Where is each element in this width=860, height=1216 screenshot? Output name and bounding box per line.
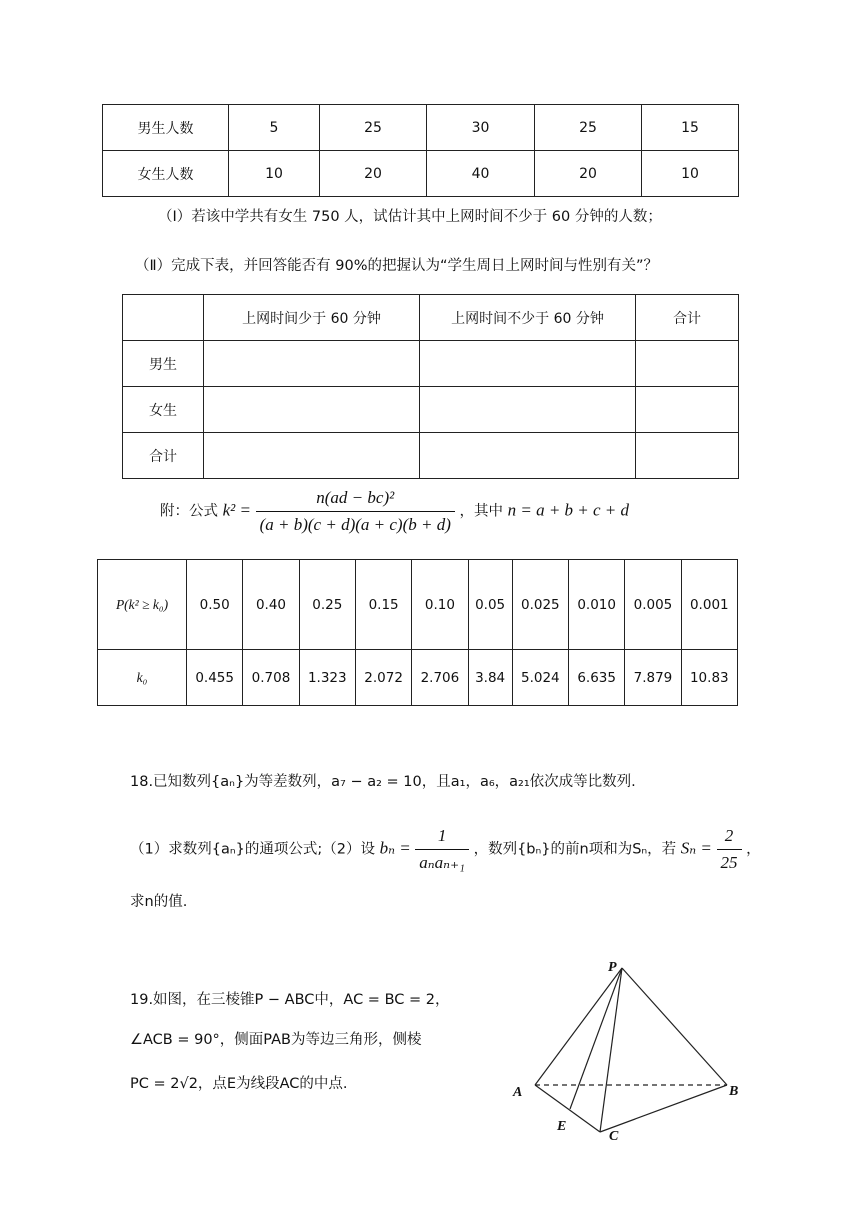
table-row xyxy=(103,151,739,197)
sn-numerator: 2 xyxy=(717,826,742,850)
table-cell: 2.706 xyxy=(412,650,468,706)
problem-19-line-3: PC = 2√2，点E为线段AC的中点. xyxy=(130,1076,348,1092)
table-cell: 20 xyxy=(535,151,642,197)
table-cell xyxy=(636,387,739,433)
bn-numerator: 1 xyxy=(415,826,469,850)
table-cell: 10 xyxy=(229,151,320,197)
bn-lhs: bₙ = xyxy=(379,838,411,858)
table-cell: 0.50 xyxy=(187,560,243,650)
table-cell: 0.001 xyxy=(681,560,737,650)
table-cell: 15 xyxy=(642,105,739,151)
formula-fraction xyxy=(256,488,455,535)
formula-denominator: (a + b)(c + d)(a + c)(b + d) xyxy=(259,515,451,534)
problem-18-questions xyxy=(130,826,761,873)
pyramid-figure xyxy=(505,955,755,1155)
table-cell: 0.455 xyxy=(187,650,243,706)
table-row-label: P(k² ≥ k₀) xyxy=(98,560,187,650)
table-cell: 10.83 xyxy=(681,650,737,706)
table-row xyxy=(123,295,739,341)
vertex-label-b: B xyxy=(729,1084,739,1099)
table-cell: 0.15 xyxy=(355,560,411,650)
vertex-label-c: C xyxy=(609,1129,619,1144)
table-cell: 0.708 xyxy=(243,650,299,706)
formula-numerator: n(ad − bc)² xyxy=(256,488,455,512)
edge-cb xyxy=(600,1085,727,1132)
table-row-label: k₀ xyxy=(98,650,187,706)
table-cell xyxy=(204,433,420,479)
table-cell: 0.25 xyxy=(299,560,355,650)
problem-18-text-a: （1）求数列{aₙ}的通项公式;（2）设 xyxy=(130,841,375,858)
chi-square-formula xyxy=(160,488,629,535)
table-cell: 5 xyxy=(229,105,320,151)
table-row xyxy=(98,650,738,706)
table-cell xyxy=(204,387,420,433)
table-cell: 女生人数 xyxy=(103,151,229,197)
table-row-label: 合计 xyxy=(123,433,204,479)
table-cell: 5.024 xyxy=(512,650,568,706)
formula-lhs: k² = xyxy=(222,500,251,520)
problem-19-line-1: 19.如图，在三棱锥P − ABC中，AC = BC = 2， xyxy=(130,992,450,1008)
edge-pb xyxy=(622,968,727,1085)
problem-18-ask: 求n的值. xyxy=(130,894,188,910)
table-cell xyxy=(636,341,739,387)
formula-prefix: 附：公式 xyxy=(160,503,218,520)
table-row xyxy=(123,433,739,479)
table-cell: 30 xyxy=(427,105,535,151)
table-cell: 25 xyxy=(320,105,427,151)
table-row-label: 男生 xyxy=(123,341,204,387)
table-cell xyxy=(123,295,204,341)
question-part-1: （Ⅰ）若该中学共有女生 750 人，试估计其中上网时间不少于 60 分钟的人数； xyxy=(158,209,662,225)
table-row xyxy=(103,105,739,151)
table-row-label: 女生 xyxy=(123,387,204,433)
contingency-table xyxy=(122,294,739,479)
table-header-cell: 合计 xyxy=(636,295,739,341)
table-cell xyxy=(636,433,739,479)
table-cell: 20 xyxy=(320,151,427,197)
table-cell: 7.879 xyxy=(625,650,681,706)
table-cell: 25 xyxy=(535,105,642,151)
table-cell: 1.323 xyxy=(299,650,355,706)
table-cell: 0.40 xyxy=(243,560,299,650)
table-header-cell: 上网时间不少于 60 分钟 xyxy=(420,295,636,341)
segment-pe xyxy=(570,968,622,1109)
problem-18-statement: 18.已知数列{aₙ}为等差数列，a₇ − a₂ = 10，且a₁，a₆，a₂₁依次成等比数列. xyxy=(130,774,636,790)
table-cell xyxy=(420,433,636,479)
bn-denominator: aₙaₙ₊₁ xyxy=(419,853,465,872)
sn-fraction xyxy=(717,826,742,873)
table-row xyxy=(98,560,738,650)
formula-n-definition: n = a + b + c + d xyxy=(507,500,630,520)
critical-value-table xyxy=(97,559,738,706)
table-cell: 10 xyxy=(642,151,739,197)
table-cell: 0.010 xyxy=(568,560,624,650)
problem-18-text-c: ， xyxy=(746,841,761,858)
sn-lhs: Sₙ = xyxy=(680,838,712,858)
vertex-label-p: P xyxy=(608,960,617,975)
bn-fraction xyxy=(415,826,469,873)
table-cell: 6.635 xyxy=(568,650,624,706)
table-cell: 0.005 xyxy=(625,560,681,650)
table-cell xyxy=(420,387,636,433)
table-row xyxy=(123,341,739,387)
problem-19-line-2: ∠ACB = 90°，侧面PAB为等边三角形，侧棱 xyxy=(130,1032,422,1048)
vertex-label-a: A xyxy=(513,1085,523,1100)
question-part-2: （Ⅱ）完成下表，并回答能否有 90%的把握认为“学生周日上网时间与性别有关”？ xyxy=(135,258,658,274)
table-cell: 3.84 xyxy=(468,650,512,706)
internet-time-count-table xyxy=(102,104,739,197)
table-row xyxy=(123,387,739,433)
table-cell: 男生人数 xyxy=(103,105,229,151)
table-cell: 2.072 xyxy=(355,650,411,706)
table-cell: 40 xyxy=(427,151,535,197)
table-cell xyxy=(204,341,420,387)
table-cell: 0.10 xyxy=(412,560,468,650)
edge-ac xyxy=(535,1085,600,1132)
point-label-e: E xyxy=(557,1119,567,1134)
table-cell: 0.05 xyxy=(468,560,512,650)
problem-18-text-b: ，数列{bₙ}的前n项和为Sₙ，若 xyxy=(473,841,677,858)
table-cell: 0.025 xyxy=(512,560,568,650)
formula-middle: ，其中 xyxy=(459,503,503,520)
table-cell xyxy=(420,341,636,387)
sn-denominator: 25 xyxy=(720,853,738,872)
table-header-cell: 上网时间少于 60 分钟 xyxy=(204,295,420,341)
